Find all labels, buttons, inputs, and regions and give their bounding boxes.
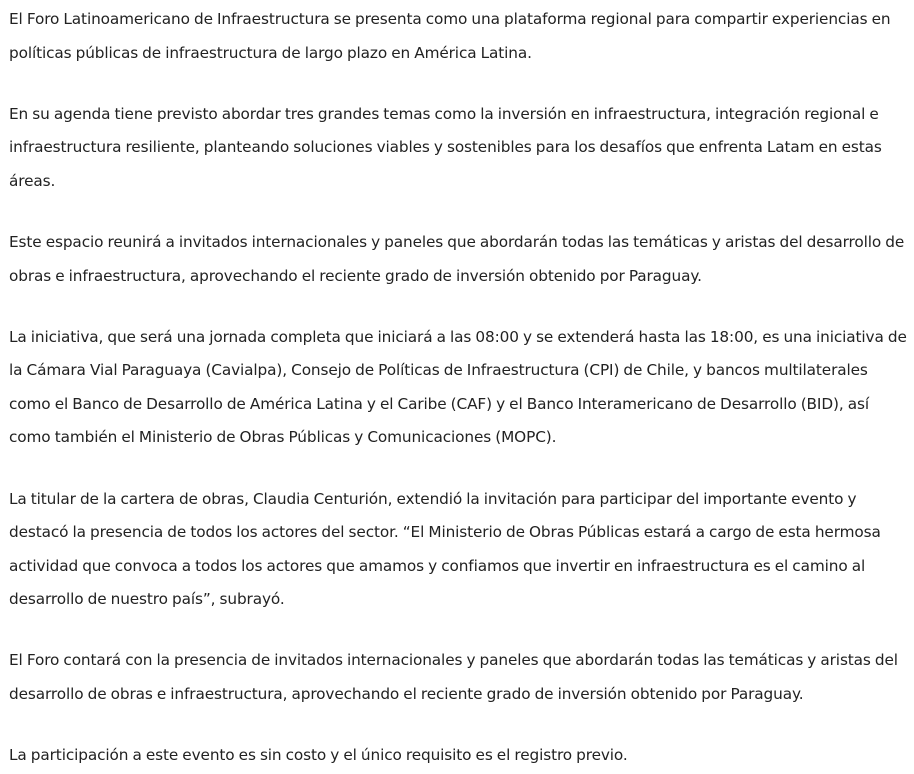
paragraph-registration: La participación a este evento es sin costo y el único requisito es el registro previo. (9, 746, 628, 765)
paragraph-space: Este espacio reunirá a invitados internacionales y paneles que abordarán todas las temáticas y aristas del desarrollo de obras e infraestructura, aprovechando el reciente grado de inversión obtenido por Paraguay. (9, 232, 905, 285)
article-body (9, 3, 911, 773)
paragraph-forum: El Foro contará con la presencia de invitados internacionales y paneles que abordarán todas las temáticas y aristas del desarrollo de obras e infraestructura, aprovechando el reciente grado de inversión obtenido por Paraguay. (9, 651, 898, 703)
paragraph-intro: El Foro Latinoamericano de Infraestructura se presenta como una plataforma regional para compartir experiencias en políticas públicas de infraestructura de largo plazo en América Latina. (9, 10, 891, 62)
paragraph-initiative: La iniciativa, que será una jornada completa que iniciará a las 08:00 y se extenderá hasta las 18:00, es una iniciativa de la Cámara Vial Paraguaya (Cavialpa), Consejo de Políticas de Infraestructura (CPI) de Chile, y bancos multilaterales como el Banco de Desarrollo de América Latina y el Caribe (CAF) y el Banco Interamericano de Desarrollo (BID), así como también el Ministerio de Obras Públicas y Comunicaciones (MOPC). (9, 327, 907, 447)
paragraph-agenda: En su agenda tiene previsto abordar tres grandes temas como la inversión en infraestructura, integración regional e infraestructura resiliente, planteando soluciones viables y sostenibles para los desafíos que enfrenta Latam en estas áreas. (9, 104, 882, 190)
paragraph-quote: La titular de la cartera de obras, Claudia Centurión, extendió la invitación para participar del importante evento y destacó la presencia de todos los actores del sector. “El Ministerio de Obras Públicas estará a cargo de esta hermosa actividad que convoca a todos los actores que amamos y confiamos que invertir en infraestructura es el camino al desarrollo de nuestro país”, subrayó. (9, 489, 881, 609)
